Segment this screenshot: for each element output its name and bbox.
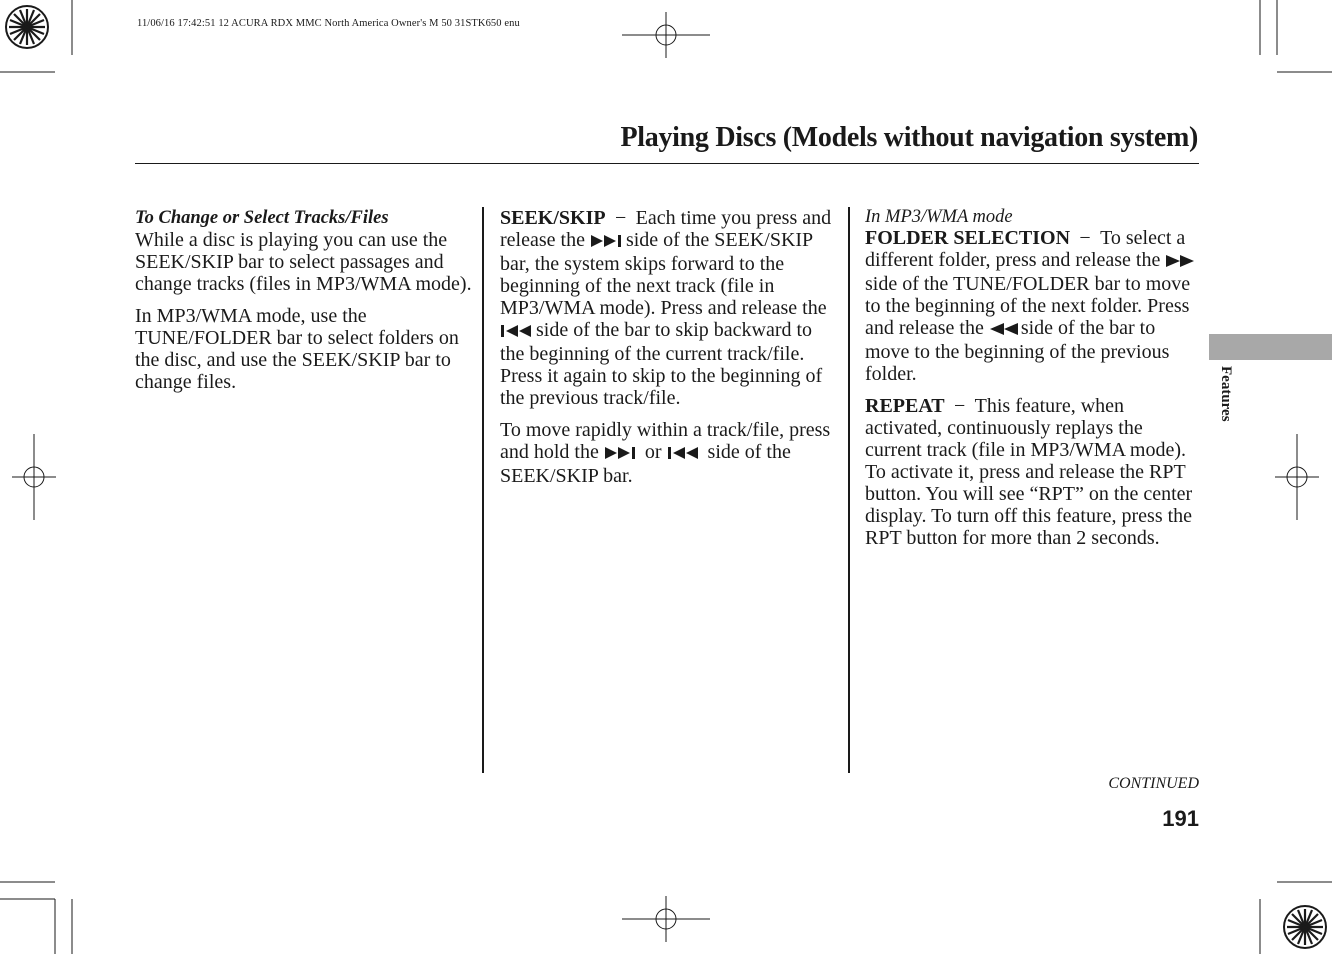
seek-skip-paragraph <box>500 207 838 409</box>
column-2 <box>500 207 838 497</box>
text-span: side of the bar to skip backward to the beginning of the current track/file. Press it again to skip to the beginning of the previous track/file. <box>500 319 823 409</box>
section-tab <box>1209 334 1332 360</box>
rapid-move-paragraph <box>500 419 838 487</box>
folder-selection-paragraph <box>865 227 1203 385</box>
term-repeat: REPEAT <box>865 395 945 417</box>
rewind-icon <box>989 319 1021 341</box>
term-folder-selection: FOLDER SELECTION <box>865 227 1071 249</box>
column-1 <box>135 207 473 403</box>
text-span: side of the TUNE/FOLDER bar to move to the beginning of the next folder. Press and release the <box>865 273 1191 339</box>
text-span: Each time you press and release the <box>500 207 832 251</box>
star-target-top-left <box>6 6 48 48</box>
page-number: 191 <box>1162 806 1199 831</box>
repeat-paragraph <box>865 395 1203 549</box>
print-metadata: 11/06/16 17:42:51 12 ACURA RDX MMC North America Owner's M 50 31STK650 enu <box>137 18 520 29</box>
mode-heading: In MP3/WMA mode <box>865 207 1013 227</box>
paragraph: While a disc is playing you can use the SEEK/SKIP bar to select passages and change tracks (files in MP3/WMA mode). <box>135 229 472 295</box>
continued-label: CONTINUED <box>1108 775 1199 792</box>
em-dash: − <box>614 207 627 229</box>
text-span: side of the SEEK/SKIP bar, the system skips forward to the beginning of the next track (file in MP3/WMA mode). Press and release the <box>500 229 827 319</box>
page-title: Playing Discs (Models without navigation system) <box>620 122 1198 153</box>
registration-crosshair-right <box>1275 434 1319 520</box>
skip-forward-icon <box>604 443 640 465</box>
text-span: side of the SEEK/SKIP bar. <box>500 441 791 487</box>
text-span: To move rapidly within a track/file, press and hold the <box>500 419 831 463</box>
registration-crosshair-left <box>12 434 56 520</box>
text-span: or <box>644 441 662 463</box>
em-dash: − <box>1079 227 1091 249</box>
column-divider <box>482 207 484 773</box>
paragraph: In MP3/WMA mode, use the TUNE/FOLDER bar to select folders on the disc, and use the SEEK/SKIP bar to change files. <box>135 305 459 393</box>
registration-crosshair-top <box>622 12 710 58</box>
fast-forward-icon <box>1165 251 1197 273</box>
term-seek-skip: SEEK/SKIP <box>500 207 606 229</box>
column-3 <box>865 207 1203 559</box>
text-span: To select a different folder, press and release the <box>865 227 1186 271</box>
title-rule <box>135 163 1199 164</box>
text-span: This feature, when activated, continuously replays the current track (file in MP3/WMA mode). To activate it, press and release the RPT button. You will see “RPT” on the center display. To turn off this feature, press the RPT button for more than 2 seconds. <box>865 395 1193 549</box>
skip-back-icon <box>667 443 703 465</box>
skip-back-icon <box>500 321 536 343</box>
section-heading: To Change or Select Tracks/Files <box>135 208 389 228</box>
star-target-bottom-right <box>1284 906 1326 948</box>
section-tab-label: Features <box>1218 366 1234 422</box>
skip-forward-icon <box>590 231 626 253</box>
registration-crosshair-bottom <box>622 896 710 942</box>
em-dash: − <box>954 395 966 417</box>
column-divider <box>848 207 850 773</box>
text-span: side of the bar to move to the beginning of the previous folder. <box>865 317 1170 385</box>
